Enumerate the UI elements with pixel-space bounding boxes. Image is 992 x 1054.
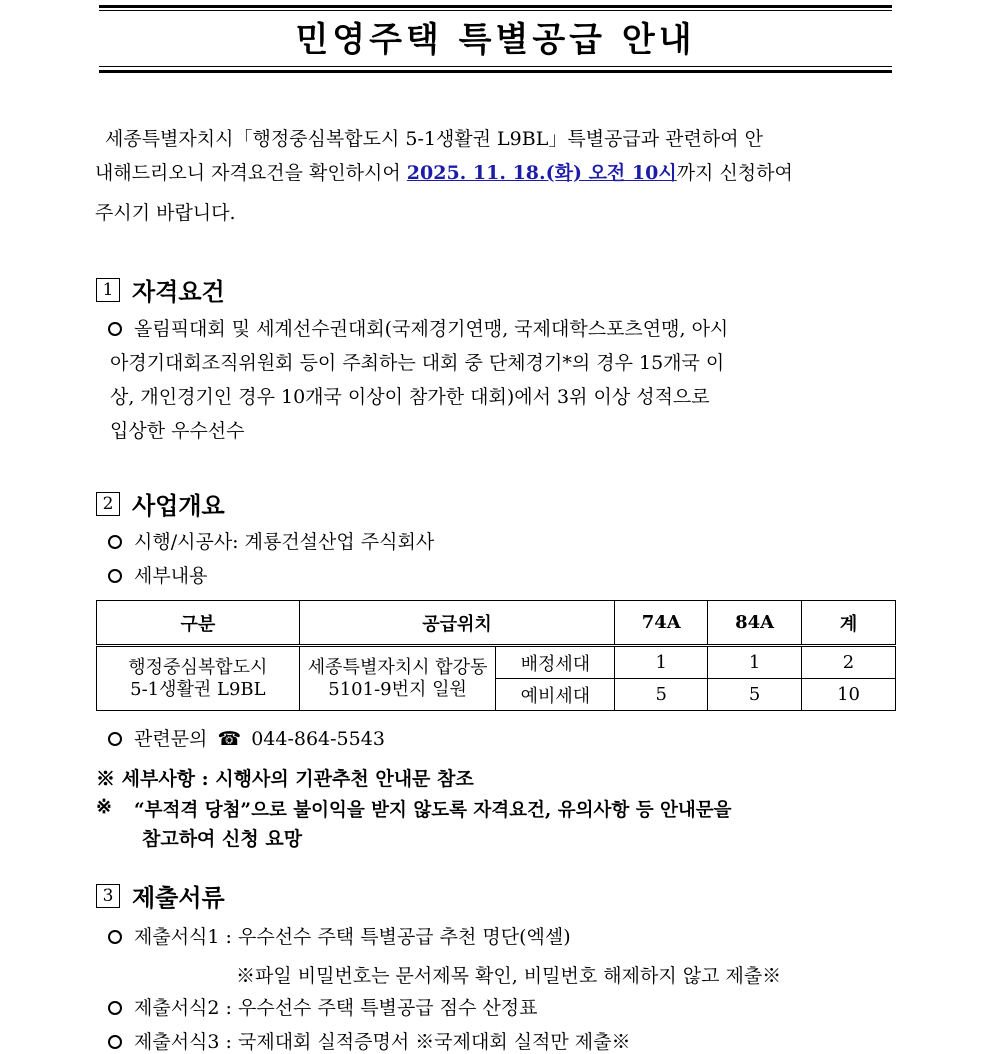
row-type: 예비세대: [496, 679, 615, 711]
details-line: [108, 561, 207, 588]
division-cell: [97, 646, 300, 711]
section-title: 제출서류: [132, 884, 225, 912]
header-74a: 74A: [615, 601, 708, 646]
cell-74a: 1: [615, 646, 708, 679]
circle-bullet-icon: [108, 322, 122, 336]
location-line-2: 5101-9번지 일원: [328, 678, 467, 700]
form1-text: 제출서식1 : 우수선수 주택 특별공급 추천 명단(엑셀): [134, 926, 571, 948]
section-number: 3: [96, 884, 120, 908]
note-warning-line-2: 참고하여 신청 요망: [142, 828, 303, 850]
section-title: 사업개요: [132, 492, 225, 520]
title-bottom-rule-thin: [99, 66, 892, 67]
table-header-row: [97, 601, 896, 646]
builder-line: [108, 527, 434, 554]
form3-text: 제출서식3 : 국제대회 실적증명서 ※국제대회 실적만 제출※: [134, 1031, 631, 1053]
phone-number: 044-864-5543: [251, 728, 385, 750]
qualification-text: 올림픽대회 및 세계선수권대회(국제경기연맹, 국제대학스포츠연맹, 아시: [134, 318, 729, 340]
circle-bullet-icon: [108, 1001, 122, 1015]
form2-line: [108, 993, 537, 1020]
qualification-line-3: 상, 개인경기인 경우 10개국 이상이 참가한 대회)에서 3위 이상 성적으로: [110, 386, 710, 408]
title-top-rule-thin: [99, 10, 892, 11]
section-overview-heading: [96, 486, 225, 521]
intro-line-3: 주시기 바랍니다.: [95, 202, 236, 224]
intro-line-2-post: 까지 신청하여: [676, 162, 793, 184]
circle-bullet-icon: [108, 732, 122, 746]
cell-74a: 5: [615, 679, 708, 711]
page-title: 민영주택 특별공급 안내: [295, 20, 696, 60]
qualification-line-4: 입상한 우수선수: [110, 420, 245, 442]
details-text: 세부내용: [134, 565, 208, 587]
table-row: [97, 646, 896, 679]
location-line-1: 세종특별자치시 합강동: [307, 656, 488, 678]
cell-total: 2: [802, 646, 896, 679]
section-qualification-heading: [96, 272, 225, 307]
intro-line-2: [95, 158, 895, 185]
qualification-line-1: [108, 314, 728, 341]
title-bottom-rule: [99, 70, 892, 73]
inquiry-line: [108, 724, 385, 751]
section-title: 자격요건: [132, 278, 225, 306]
deadline-date: 2025. 11. 18.(화) 오전 10시: [406, 162, 677, 184]
cell-total: 10: [802, 679, 896, 711]
division-line-1: 행정중심복합도시: [128, 656, 268, 678]
row-type: 배정세대: [496, 646, 615, 679]
circle-bullet-icon: [108, 535, 122, 549]
intro-line-2-pre: 내해드리오니 자격요건을 확인하시어: [95, 162, 407, 184]
location-cell: [299, 646, 496, 711]
header-division: 구분: [97, 601, 300, 646]
inquiry-label: 관련문의: [134, 728, 208, 750]
form3-line: [108, 1027, 631, 1054]
cell-84a: 1: [708, 646, 802, 679]
note-warning-mark: ※: [96, 796, 112, 818]
builder-text: 시행/시공사: 계룡건설산업 주식회사: [134, 531, 435, 553]
circle-bullet-icon: [108, 569, 122, 583]
section-documents-heading: [96, 878, 225, 913]
note-warning-line-1: “부적격 당첨”으로 불이익을 받지 않도록 자격요건, 유의사항 등 안내문을: [134, 800, 732, 821]
form1-line: [108, 922, 571, 949]
supply-table: [96, 600, 896, 711]
circle-bullet-icon: [108, 1035, 122, 1049]
form1-note: ※파일 비밀번호는 문서제목 확인, 비밀번호 해제하지 않고 제출※: [236, 965, 782, 987]
circle-bullet-icon: [108, 930, 122, 944]
form2-text: 제출서식2 : 우수선수 주택 특별공급 점수 산정표: [134, 997, 538, 1019]
cell-84a: 5: [708, 679, 802, 711]
intro-line-1: 세종특별자치시「행정중심복합도시 5-1생활권 L9BL」특별공급과 관련하여 안: [105, 128, 763, 150]
header-total: 계: [802, 601, 896, 646]
division-line-2: 5-1생활권 L9BL: [130, 678, 266, 700]
phone-icon: ☎: [217, 728, 242, 750]
qualification-line-2: 아경기대회조직위원회 등이 주최하는 대회 중 단체경기*의 경우 15개국 이: [110, 352, 725, 374]
header-location: 공급위치: [299, 601, 615, 646]
note-details: ※ 세부사항 : 시행사의 기관추천 안내문 참조: [96, 768, 474, 790]
header-84a: 84A: [708, 601, 802, 646]
title-top-rule: [99, 5, 892, 8]
section-number: 2: [96, 492, 120, 516]
section-number: 1: [96, 278, 120, 302]
